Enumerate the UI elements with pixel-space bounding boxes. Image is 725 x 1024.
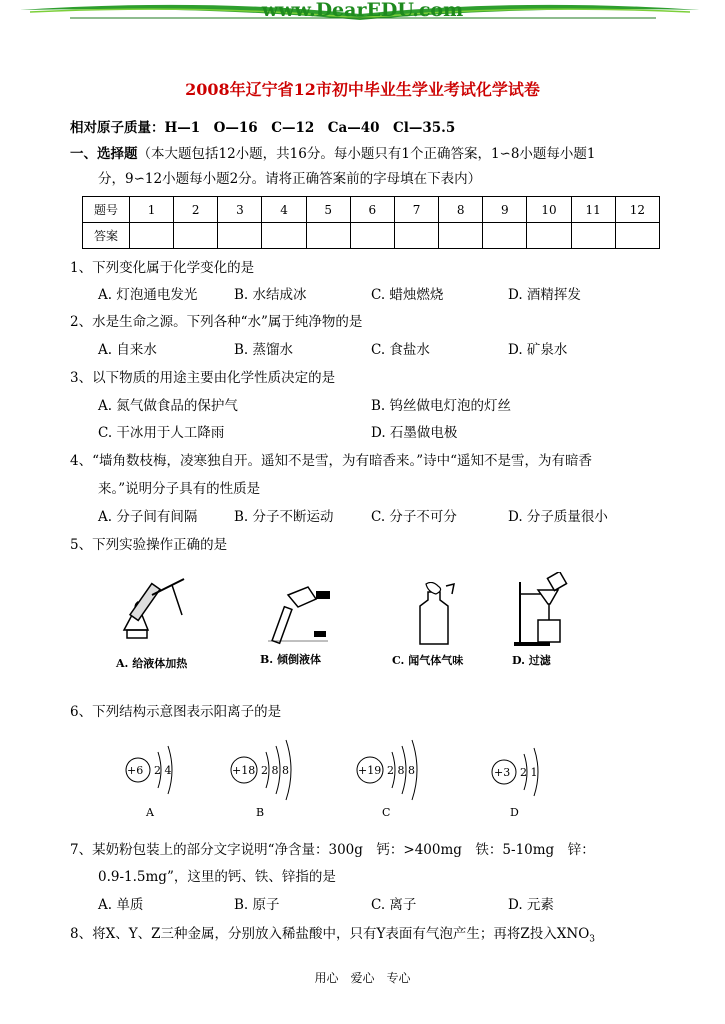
option-4a[interactable]: A. 分子间有间隔 xyxy=(98,509,198,525)
option-3c[interactable]: C. 干冰用于人工降雨 xyxy=(98,425,225,441)
option-1b[interactable]: B. 水结成冰 xyxy=(234,287,307,303)
shells-b: 2 8 8 xyxy=(261,764,289,777)
answer-table xyxy=(82,196,660,249)
option-4d[interactable]: D. 分子质量很小 xyxy=(508,509,608,525)
row-label-number: 题号 xyxy=(83,197,130,223)
table-cell: 5 xyxy=(306,197,350,223)
atomic-mass-label: 相对原子质量： xyxy=(70,120,165,136)
question-5-stem: 5、下列实验操作正确的是 xyxy=(70,537,228,553)
table-cell: 9 xyxy=(483,197,527,223)
nucleus-c: +19 xyxy=(358,764,382,777)
nucleus-a: +6 xyxy=(127,764,144,777)
filtering-icon xyxy=(510,572,574,648)
option-2b[interactable]: B. 蒸馏水 xyxy=(234,342,294,358)
atomic-mass-values: H—1 O—16 C—12 Ca—40 Cl—35.5 xyxy=(164,120,456,136)
atom-label-b: B xyxy=(256,806,265,819)
question-4-stem-2: 来。”说明分子具有的性质是 xyxy=(98,481,261,497)
table-cell: 12 xyxy=(615,197,659,223)
atom-diagram-c[interactable] xyxy=(356,738,436,819)
table-row xyxy=(83,223,660,249)
question-2-stem: 2、水是生命之源。下列各种“水”属于纯净物的是 xyxy=(70,314,363,330)
option-3d[interactable]: D. 石墨做电极 xyxy=(371,425,458,441)
question-6-stem: 6、下列结构示意图表示阳离子的是 xyxy=(70,704,282,720)
option-7c[interactable]: C. 离子 xyxy=(371,897,417,913)
figure-smelling-gas[interactable] xyxy=(392,582,472,668)
option-7a[interactable]: A. 单质 xyxy=(98,897,144,913)
atom-diagram-a[interactable] xyxy=(124,740,194,819)
table-cell: 8 xyxy=(439,197,483,223)
answer-cell[interactable] xyxy=(483,223,527,249)
section-desc-1: （本大题包括12小题，共16分。每小题只有1个正确答案，1∽8小题每小题1 xyxy=(137,146,596,162)
answer-cell[interactable] xyxy=(615,223,659,249)
option-1c[interactable]: C. 蜡烛燃烧 xyxy=(371,287,444,303)
answer-cell[interactable] xyxy=(130,223,174,249)
question-8-stem xyxy=(70,925,595,949)
question-7-stem: 7、某奶粉包装上的部分文字说明“净含量：300g 钙：>400mg 铁：5-10mg 锌： xyxy=(70,842,595,858)
option-7d[interactable]: D. 元素 xyxy=(508,897,554,913)
option-7b[interactable]: B. 原子 xyxy=(234,897,280,913)
answer-cell[interactable] xyxy=(527,223,571,249)
atom-diagram-d[interactable] xyxy=(490,744,560,819)
answer-cell[interactable] xyxy=(350,223,394,249)
page-title: 2008年辽宁省12市初中毕业生学业考试化学试卷 xyxy=(185,80,540,99)
table-cell: 4 xyxy=(262,197,306,223)
figure-caption-a: A. 给液体加热 xyxy=(116,657,188,670)
question-8-text: 8、将X、Y、Z三种金属，分别放入稀盐酸中，只有Y表面有气泡产生；再将Z投入XNO xyxy=(70,926,590,942)
row-label-answer: 答案 xyxy=(83,223,130,249)
atom-label-a: A xyxy=(146,806,154,819)
figure-filtering[interactable] xyxy=(510,572,574,668)
figure-pouring-liquid[interactable] xyxy=(258,585,338,667)
section-heading: 一、选择题 xyxy=(70,146,138,162)
table-cell: 6 xyxy=(350,197,394,223)
option-4b[interactable]: B. 分子不断运动 xyxy=(234,509,334,525)
table-cell: 11 xyxy=(571,197,615,223)
table-cell: 10 xyxy=(527,197,571,223)
figure-caption-c: C. 闻气体气味 xyxy=(392,654,464,667)
option-2c[interactable]: C. 食盐水 xyxy=(371,342,430,358)
option-1d[interactable]: D. 酒精挥发 xyxy=(508,287,581,303)
question-1-stem: 1、下列变化属于化学变化的是 xyxy=(70,260,255,276)
atom-diagram-b[interactable] xyxy=(230,738,310,819)
page-footer: 用心 爱心 专心 xyxy=(314,971,411,985)
table-cell: 1 xyxy=(130,197,174,223)
answer-cell[interactable] xyxy=(262,223,306,249)
table-cell: 7 xyxy=(394,197,438,223)
answer-cell[interactable] xyxy=(571,223,615,249)
section-heading-line xyxy=(70,145,596,163)
answer-cell[interactable] xyxy=(174,223,218,249)
subscript: 3 xyxy=(589,934,596,945)
heating-liquid-icon xyxy=(112,575,202,647)
nucleus-b: +18 xyxy=(232,764,256,777)
option-4c[interactable]: C. 分子不可分 xyxy=(371,509,457,525)
figure-heating-liquid[interactable] xyxy=(112,575,202,671)
figure-caption-d: D. 过滤 xyxy=(512,654,551,667)
nucleus-d: +3 xyxy=(494,766,511,779)
option-2a[interactable]: A. 自来水 xyxy=(98,342,157,358)
atomic-mass-line xyxy=(70,119,455,137)
option-3b[interactable]: B. 钨丝做电灯泡的灯丝 xyxy=(371,398,512,414)
table-row xyxy=(83,197,660,223)
answer-cell[interactable] xyxy=(218,223,262,249)
shells-a: 2 4 xyxy=(154,764,172,777)
answer-cell[interactable] xyxy=(439,223,483,249)
figure-caption-b: B. 倾倒液体 xyxy=(260,653,321,666)
question-3-stem: 3、以下物质的用途主要由化学性质决定的是 xyxy=(70,370,336,386)
shells-c: 2 8 8 xyxy=(387,764,415,777)
option-2d[interactable]: D. 矿泉水 xyxy=(508,342,568,358)
smelling-gas-icon xyxy=(392,582,472,648)
option-1a[interactable]: A. 灯泡通电发光 xyxy=(98,287,198,303)
answer-cell[interactable] xyxy=(394,223,438,249)
answer-cell[interactable] xyxy=(306,223,350,249)
table-cell: 2 xyxy=(174,197,218,223)
site-url[interactable]: www.DearEDU.com xyxy=(261,0,464,21)
atom-label-c: C xyxy=(382,806,391,819)
shells-d: 2 1 xyxy=(520,766,538,779)
pouring-liquid-icon xyxy=(258,585,338,647)
section-desc-2: 分，9∽12小题每小题2分。请将正确答案前的字母填在下表内） xyxy=(98,171,482,187)
table-cell: 3 xyxy=(218,197,262,223)
question-7-stem-2: 0.9-1.5mg”，这里的钙、铁、锌指的是 xyxy=(98,869,336,885)
option-3a[interactable]: A. 氮气做食品的保护气 xyxy=(98,398,238,414)
question-4-stem: 4、“墙角数枝梅，凌寒独自开。遥知不是雪，为有暗香来。”诗中“遥知不是雪，为有暗香 xyxy=(70,453,593,469)
atom-label-d: D xyxy=(510,806,519,819)
